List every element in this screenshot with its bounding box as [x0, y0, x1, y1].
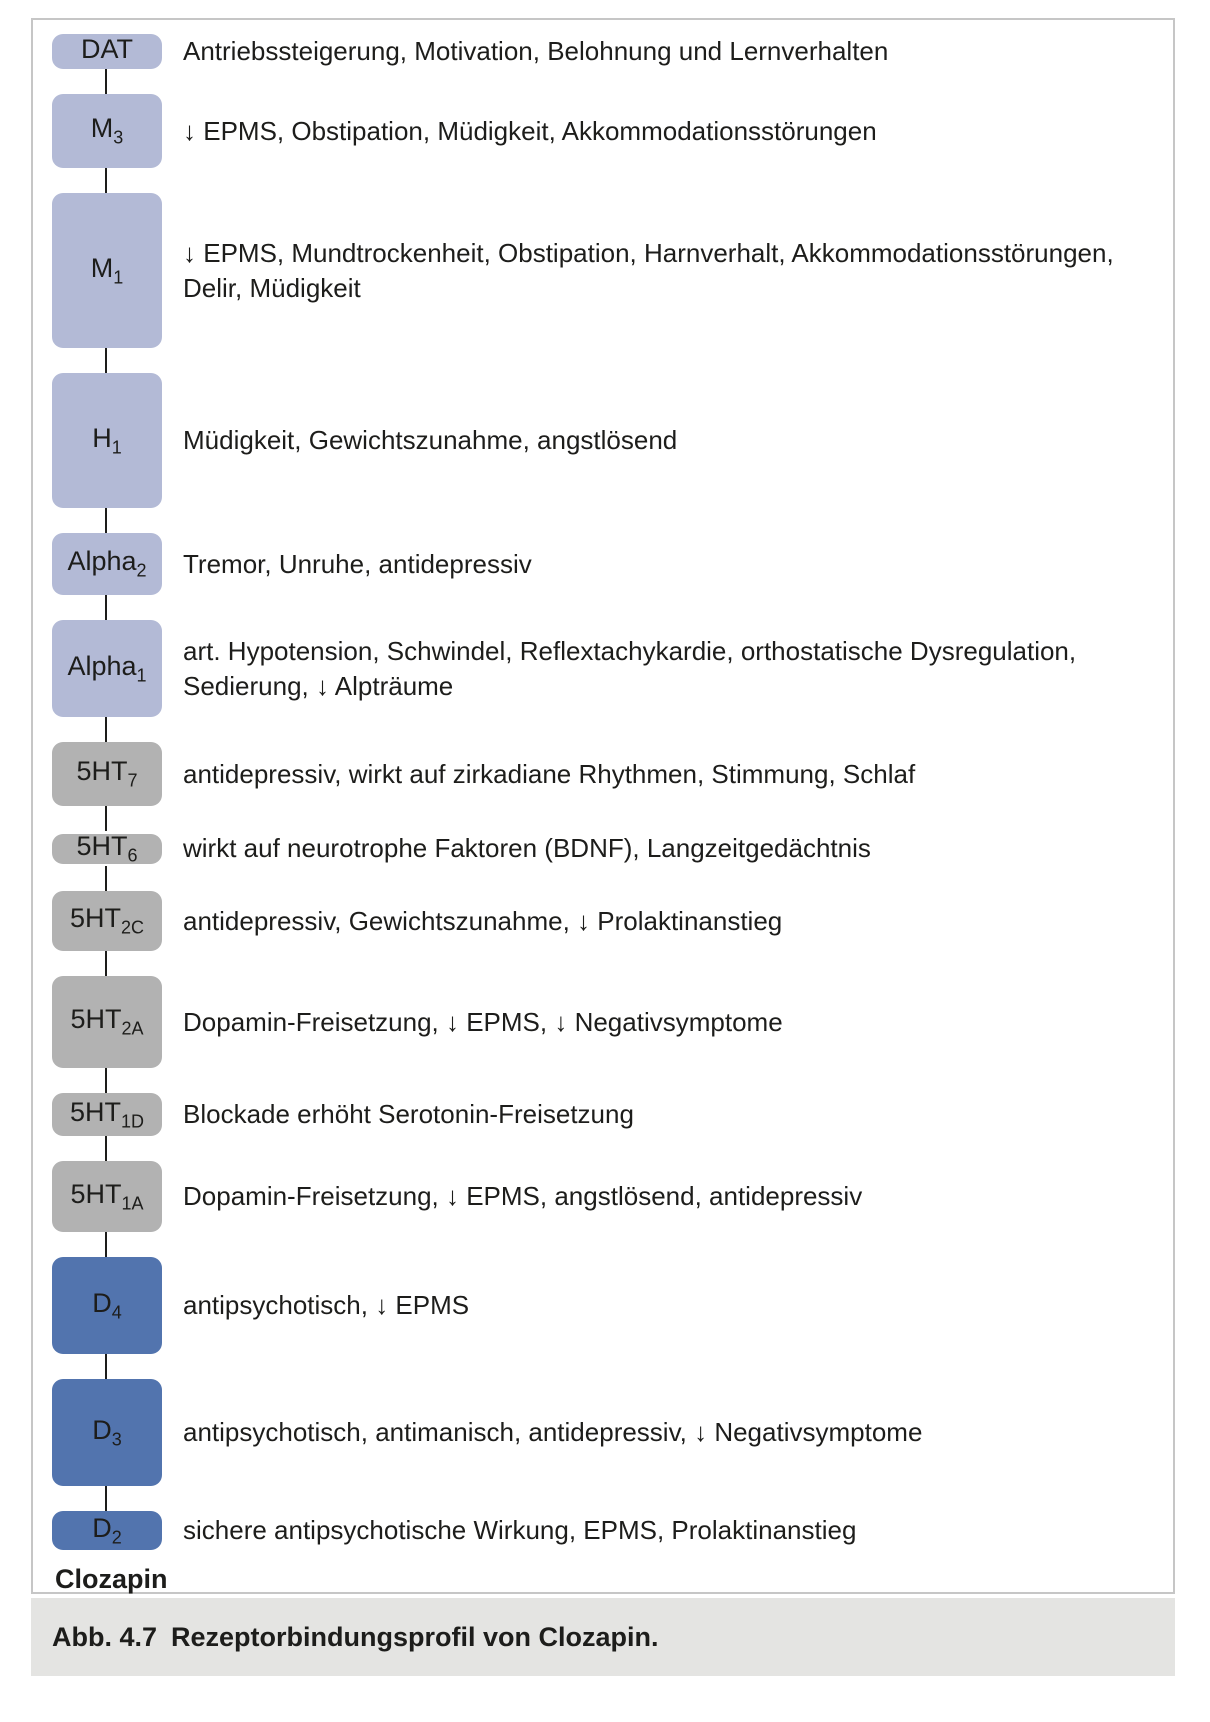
connector-line — [105, 717, 107, 742]
receptor-effects-text: wirkt auf neurotrophe Faktoren (BDNF), Langzeitgedächtnis — [183, 833, 871, 864]
receptor-label: $5HT_6$ — [76, 830, 138, 866]
receptor-row — [33, 373, 1173, 508]
receptor-row — [33, 34, 1173, 69]
receptor-subscript: 1 — [136, 665, 147, 686]
receptor-box — [52, 830, 162, 866]
connector-line — [105, 1486, 107, 1511]
caption-text: Rezeptorbindungsprofil von Clozapin. — [171, 1621, 659, 1652]
receptor-effects-text: antidepressiv, wirkt auf zirkadiane Rhythmen, Stimmung, Schlaf — [183, 758, 916, 789]
receptor-box — [52, 1093, 162, 1136]
receptor-subscript: 2 — [136, 560, 147, 581]
connector-line — [105, 508, 107, 533]
receptor-box — [52, 1379, 162, 1486]
connector-line — [105, 951, 107, 976]
receptor-subscript: 3 — [113, 127, 124, 148]
receptor-box — [52, 373, 162, 508]
receptor-effects-text: ↓ EPMS, Mundtrockenheit, Obstipation, Harnverhalt, Akkommodationsstörungen, Delir, Müdigkeit — [183, 237, 1114, 303]
receptor-label: Alpha$_2$ — [67, 546, 147, 581]
drug-name-label: Clozapin — [55, 1564, 168, 1595]
receptor-label: $5HT_{1A}$ — [70, 1178, 144, 1214]
receptor-row — [33, 1093, 1173, 1136]
receptor-row — [33, 1161, 1173, 1232]
receptor-label: $5HT_7$ — [76, 756, 138, 791]
receptor-row — [33, 891, 1173, 951]
receptor-box — [52, 1511, 162, 1550]
receptor-label: Alpha$_1$ — [67, 650, 147, 686]
receptor-effects-text: antipsychotisch, antimanisch, antidepressiv, ↓ Negativsymptome — [183, 1417, 923, 1448]
receptor-row — [33, 976, 1173, 1068]
receptor-box — [52, 1257, 162, 1354]
receptor-label: DAT — [81, 33, 133, 64]
receptor-box — [52, 620, 162, 717]
receptor-label: $D_2$ — [92, 1512, 122, 1548]
connector-line — [105, 348, 107, 373]
receptor-label: $5HT_{2A}$ — [70, 1004, 144, 1039]
receptor-subscript: 7 — [127, 770, 138, 791]
receptor-row — [33, 620, 1173, 717]
receptor-row — [33, 1379, 1173, 1486]
receptor-box — [52, 34, 162, 69]
receptor-effects-text: Müdigkeit, Gewichtszunahme, angstlösend — [183, 425, 678, 456]
receptor-row — [33, 193, 1173, 348]
connector-line — [105, 1232, 107, 1257]
receptor-effects-text: sichere antipsychotische Wirkung, EPMS, Prolaktinanstieg — [183, 1515, 857, 1546]
receptor-label: $H_1$ — [92, 422, 122, 458]
figure-frame — [31, 18, 1175, 1594]
receptor-label: $M_1$ — [90, 252, 124, 288]
receptor-subscript: 2 — [111, 1527, 122, 1548]
receptor-subscript: 6 — [127, 845, 138, 866]
receptor-subscript: 3 — [111, 1429, 122, 1450]
receptor-effects-text: Dopamin-Freisetzung, ↓ EPMS, ↓ Negativsymptome — [183, 1006, 783, 1037]
receptor-box — [52, 193, 162, 348]
receptor-subscript: 1 — [111, 437, 122, 458]
connector-line — [105, 595, 107, 620]
connector-line — [105, 1068, 107, 1093]
receptor-box — [52, 742, 162, 806]
receptor-label: $D_4$ — [92, 1287, 122, 1323]
receptor-row — [33, 533, 1173, 595]
receptor-effects-text: antipsychotisch, ↓ EPMS — [183, 1290, 470, 1321]
receptor-effects-text: Antriebssteigerung, Motivation, Belohnung und Lernverhalten — [183, 36, 889, 66]
connector-line — [105, 168, 107, 193]
connector-line — [105, 1354, 107, 1379]
receptor-label: $5HT_{2C}$ — [69, 903, 145, 938]
receptor-row — [33, 742, 1173, 806]
receptor-label: $M_3$ — [90, 113, 124, 148]
receptor-row — [33, 1257, 1173, 1354]
receptor-subscript: 1 — [113, 267, 124, 288]
connector-line — [105, 866, 107, 891]
receptor-row — [33, 1511, 1173, 1550]
receptor-subscript: 2A — [121, 1018, 144, 1039]
receptor-box — [52, 94, 162, 168]
receptor-label: $5HT_{1D}$ — [69, 1096, 145, 1132]
receptor-box — [52, 1161, 162, 1232]
receptor-row — [33, 94, 1173, 168]
receptor-effects-text: Dopamin-Freisetzung, ↓ EPMS, angstlösend, antidepressiv — [183, 1181, 863, 1212]
receptor-subscript: 1A — [121, 1193, 144, 1214]
receptor-effects-text: Blockade erhöht Serotonin-Freisetzung — [183, 1099, 634, 1130]
connector-line — [105, 1136, 107, 1161]
receptor-subscript: 2C — [121, 917, 145, 938]
receptor-label: $D_3$ — [92, 1414, 122, 1450]
figure-caption — [31, 1598, 1175, 1676]
receptor-effects-text: ↓ EPMS, Obstipation, Müdigkeit, Akkommodationsstörungen — [183, 115, 877, 146]
caption-number: Abb. 4.7 — [52, 1621, 158, 1652]
receptor-row — [33, 831, 1173, 866]
connector-line — [105, 69, 107, 94]
connector-line — [105, 806, 107, 831]
receptor-effects-text: antidepressiv, Gewichtszunahme, ↓ Prolaktinanstieg — [183, 905, 783, 936]
receptor-effects-text: art. Hypotension, Schwindel, Reflextachykardie, orthostatische Dysregulation, Sedierung, ↓ Alpträume — [183, 635, 1077, 701]
receptor-box — [52, 976, 162, 1068]
receptor-subscript: 1D — [121, 1111, 145, 1132]
receptor-box — [52, 533, 162, 595]
receptor-effects-text: Tremor, Unruhe, antidepressiv — [183, 548, 532, 579]
receptor-box — [52, 891, 162, 951]
receptor-subscript: 4 — [111, 1302, 122, 1323]
